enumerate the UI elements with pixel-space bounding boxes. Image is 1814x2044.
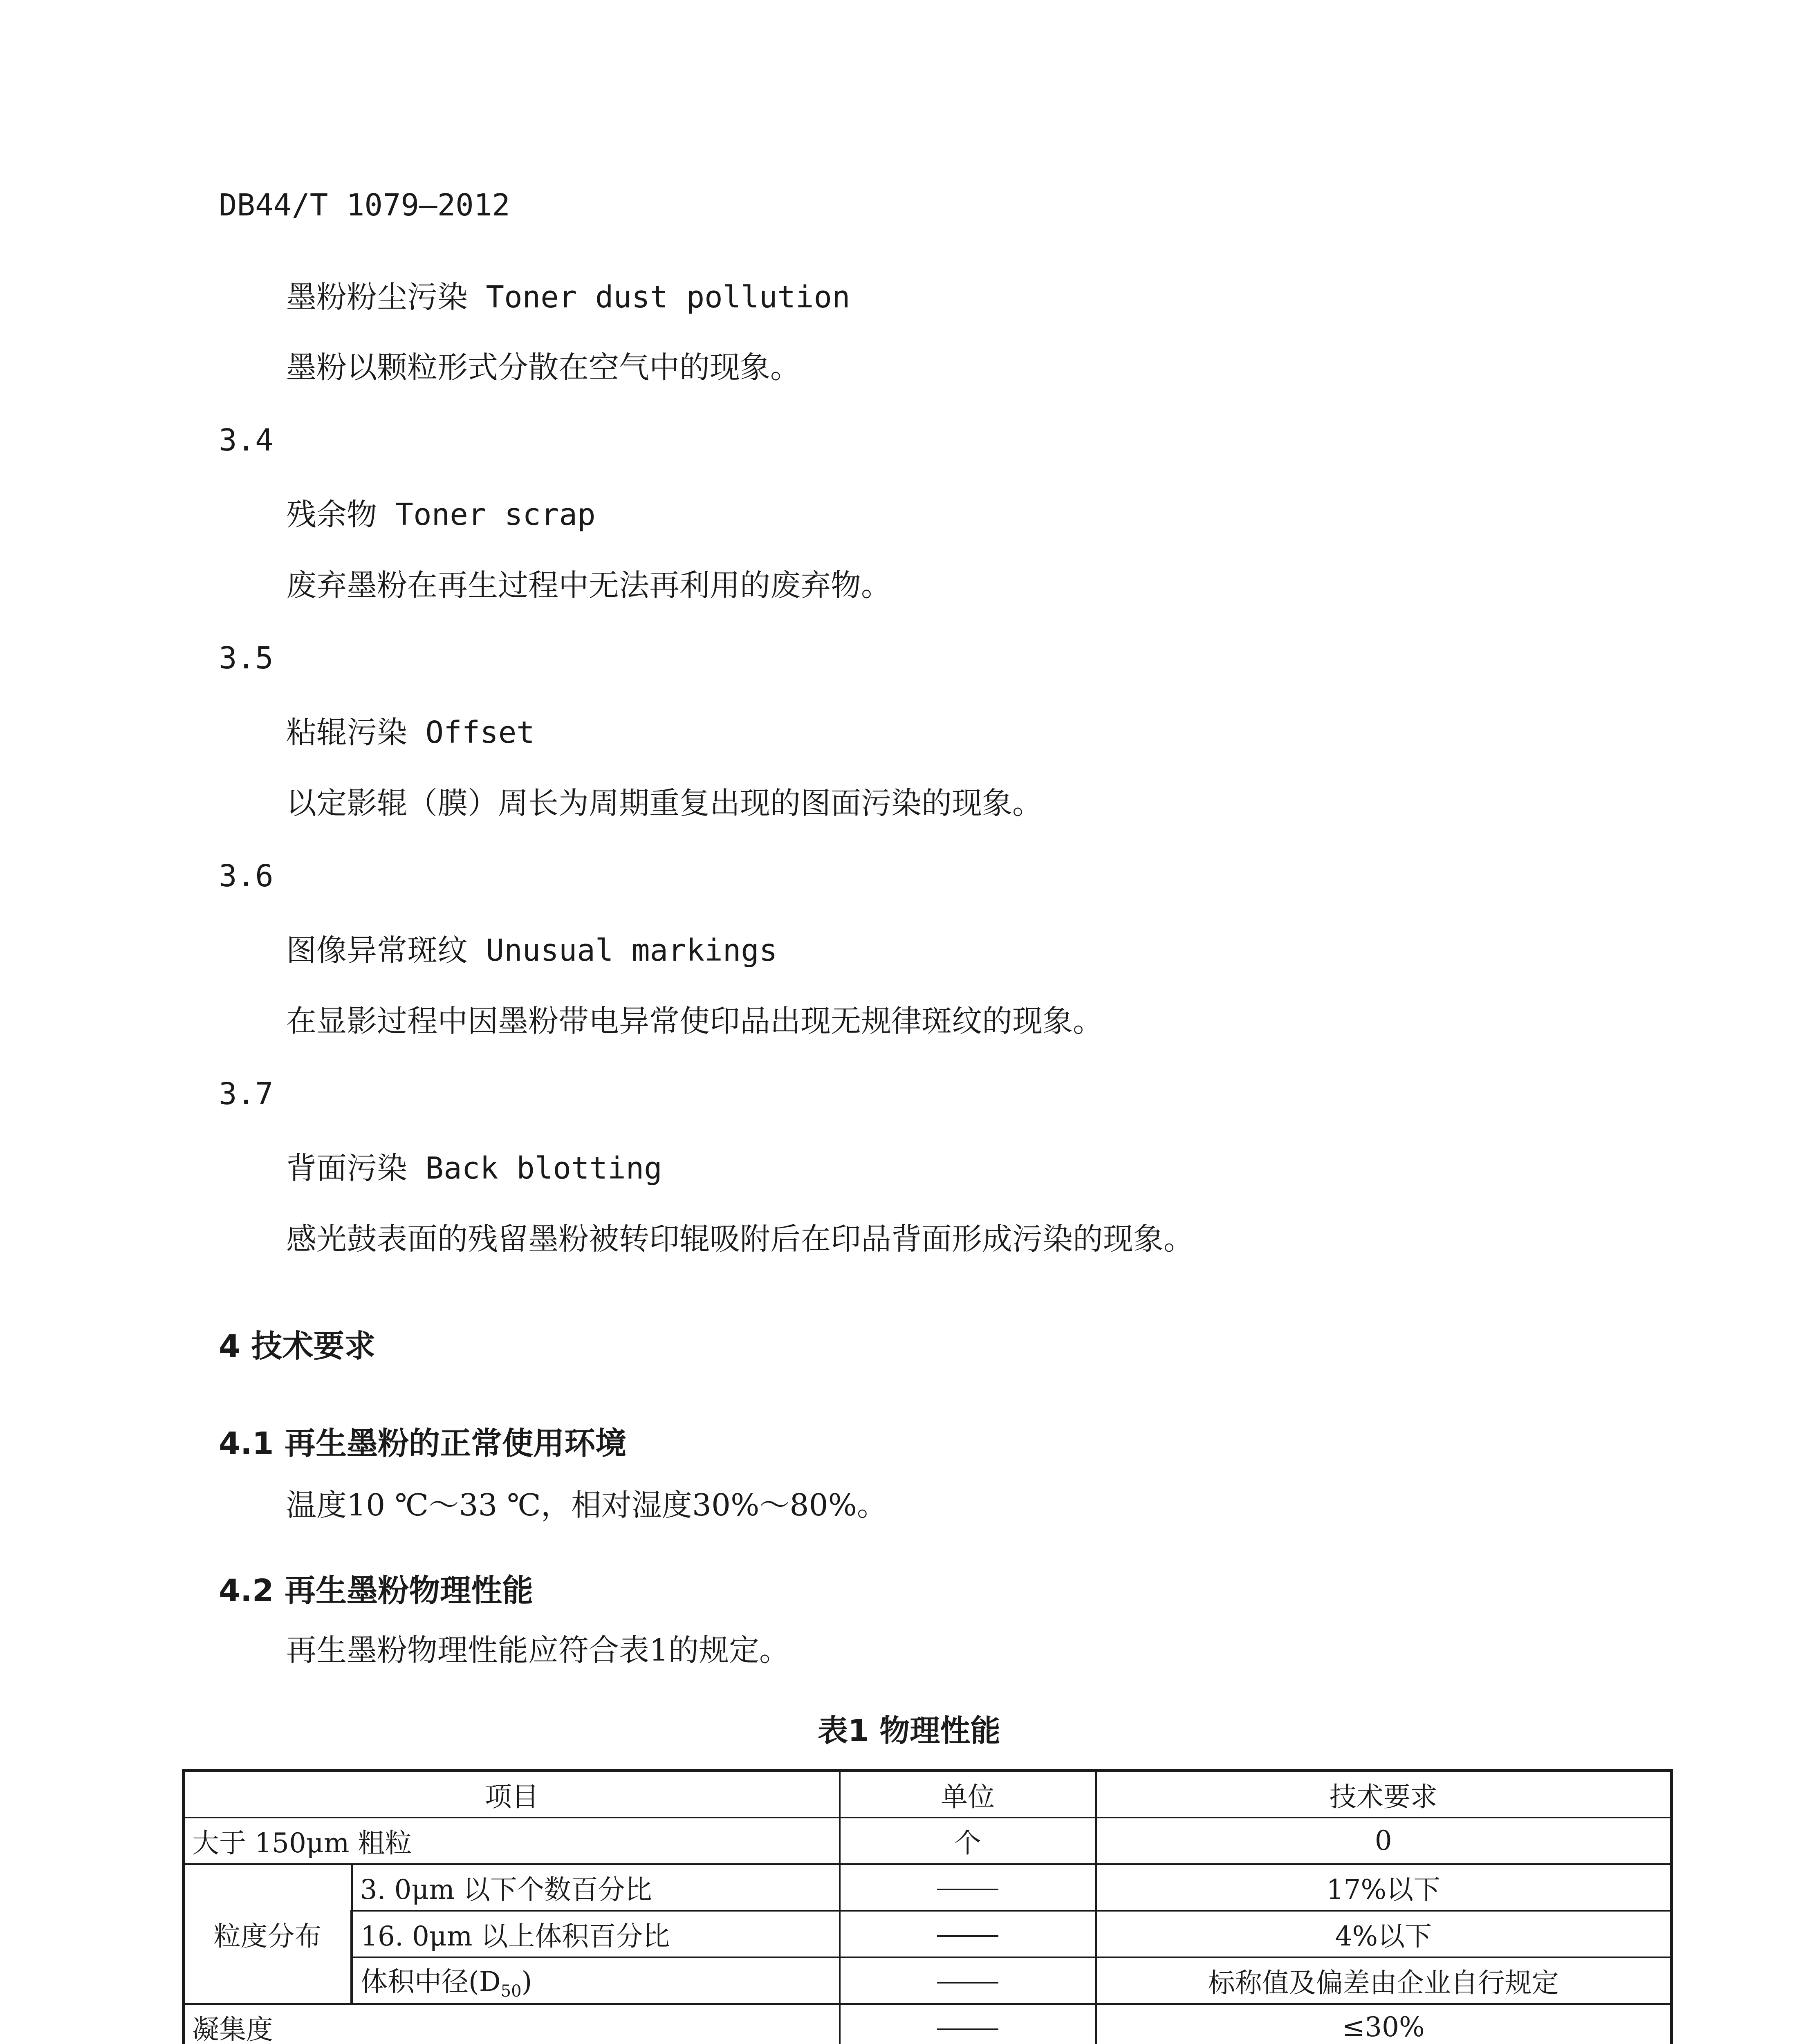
row-requirement: 0	[1096, 1818, 1672, 1864]
physical-properties-text: 再生墨粉物理性能应符合表1的规定。	[286, 1633, 790, 1668]
header-unit: 单位	[840, 1771, 1096, 1818]
section-heading-4-1: 4.1 再生墨粉的正常使用环境	[219, 1425, 627, 1461]
section-heading-4-2: 4.2 再生墨粉物理性能	[219, 1572, 534, 1609]
dash-mark	[937, 1935, 998, 1937]
term-unusual-markings: 图像异常斑纹 Unusual markings	[286, 933, 778, 968]
row-item: 3. 0μm 以下个数百分比	[352, 1864, 840, 1911]
definition-toner-dust: 墨粉以颗粒形式分散在空气中的现象。	[286, 350, 800, 385]
environment-text: 温度10 ℃～33 ℃，相对湿度30%～80%。	[286, 1488, 887, 1523]
definition-unusual-markings: 在显影过程中因墨粉带电异常使印品出现无规律斑纹的现象。	[286, 1004, 1103, 1039]
table-caption: 表1 物理性能	[818, 1713, 1001, 1748]
row-requirement: ≤30%	[1096, 2004, 1672, 2044]
row-item-text: 体积中径(D	[361, 1966, 501, 1998]
table-row	[184, 2004, 1672, 2044]
clause-number-3-6: 3.6	[219, 858, 274, 894]
definition-back-blotting: 感光鼓表面的残留墨粉被转印辊吸附后在印品背面形成污染的现象。	[286, 1221, 1194, 1257]
dash-mark	[937, 1982, 998, 1983]
row-unit-dash	[840, 1957, 1096, 2004]
dash-mark	[937, 1889, 998, 1890]
term-offset: 粘辊污染 Offset	[286, 715, 535, 750]
term-toner-dust: 墨粉粉尘污染 Toner dust pollution	[286, 280, 850, 315]
row-unit: 个	[840, 1818, 1096, 1864]
physical-properties-table	[182, 1769, 1673, 2044]
row-unit-dash	[840, 1864, 1096, 1911]
clause-number-3-7: 3.7	[219, 1076, 274, 1112]
row-item: 16. 0μm 以上体积百分比	[352, 1911, 840, 1957]
definition-offset: 以定影辊（膜）周长为周期重复出现的图面污染的现象。	[286, 786, 1043, 821]
section-heading-4: 4 技术要求	[219, 1328, 376, 1364]
table-header-row	[184, 1771, 1672, 1818]
row-unit-dash	[840, 2004, 1096, 2044]
table-row	[184, 1957, 1672, 2004]
row-item: 凝集度	[184, 2004, 840, 2044]
table-row	[184, 1864, 1672, 1911]
table-row	[184, 1818, 1672, 1864]
row-item: 大于 150μm 粗粒	[184, 1818, 840, 1864]
dash-mark	[937, 2028, 998, 2030]
table-row	[184, 1911, 1672, 1957]
header-requirement: 技术要求	[1096, 1771, 1672, 1818]
row-requirement: 4%以下	[1096, 1911, 1672, 1957]
term-back-blotting: 背面污染 Back blotting	[286, 1151, 662, 1186]
row-requirement: 标称值及偏差由企业自行规定	[1096, 1957, 1672, 2004]
row-unit-dash	[840, 1911, 1096, 1957]
header-item: 项目	[184, 1771, 840, 1818]
row-item-subscript: 50	[500, 1982, 522, 2001]
row-item-close: )	[521, 1966, 532, 1998]
term-toner-scrap: 残余物 Toner scrap	[286, 497, 596, 532]
definition-toner-scrap: 废弃墨粉在再生过程中无法再利用的废弃物。	[286, 568, 891, 603]
clause-number-3-5: 3.5	[219, 641, 274, 676]
document-id: DB44/T 1079—2012	[219, 188, 510, 223]
row-requirement: 17%以下	[1096, 1864, 1672, 1911]
row-item	[352, 1957, 840, 2004]
clause-number-3-4: 3.4	[219, 423, 274, 458]
row-group-particle-size: 粒度分布	[184, 1864, 352, 2004]
